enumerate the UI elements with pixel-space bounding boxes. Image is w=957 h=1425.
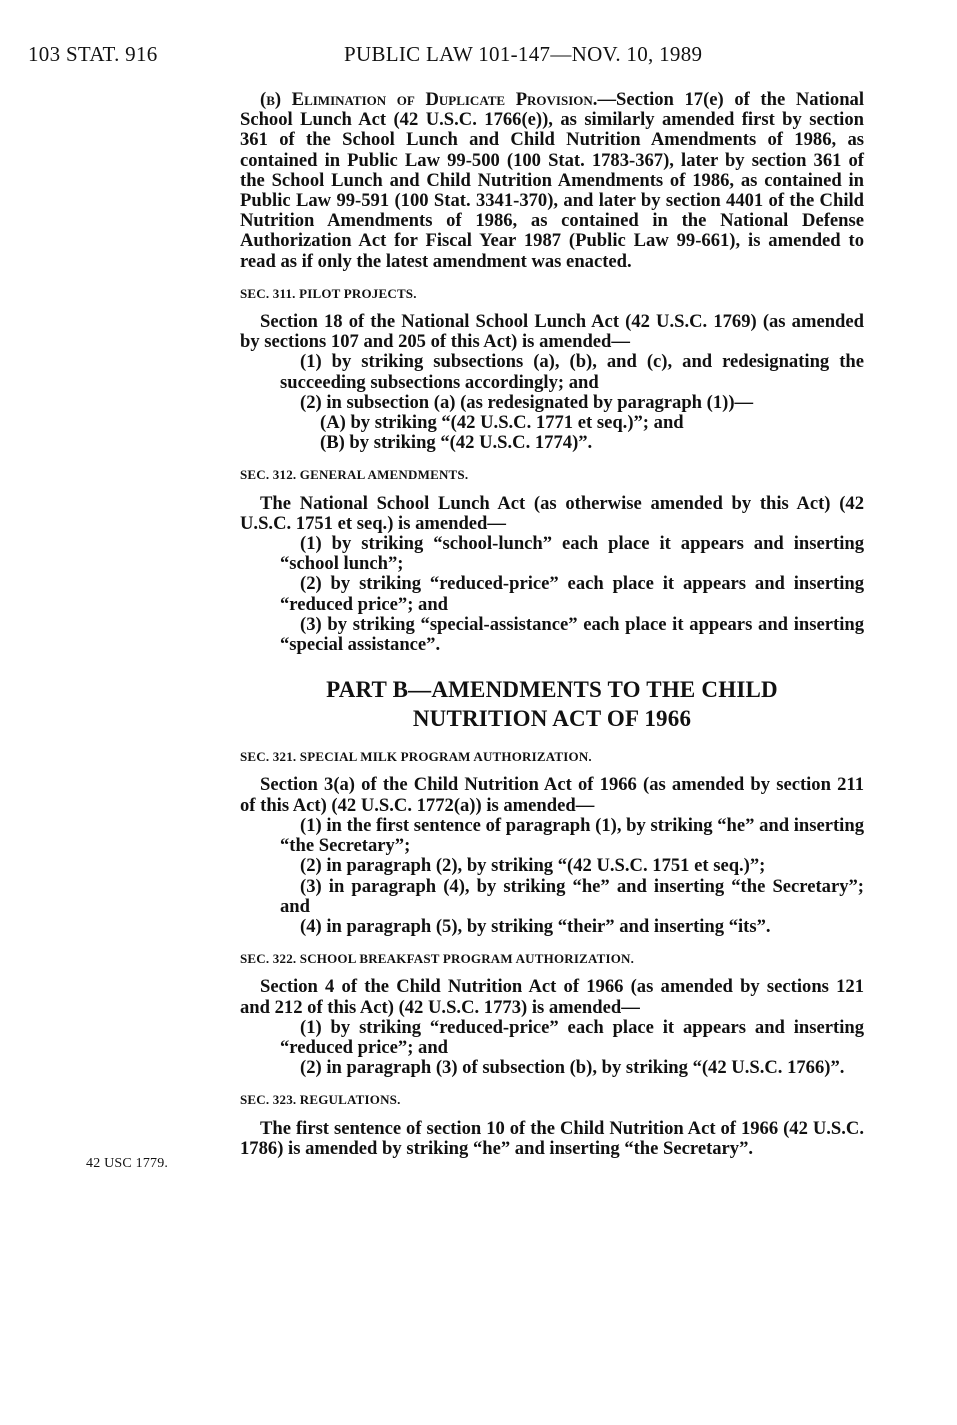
part-b-heading-line-2: NUTRITION ACT OF 1966: [412, 706, 692, 732]
sec-321-item-4: (4) in paragraph (5), by striking “their” and inserting “its”.: [300, 915, 771, 937]
sec-321-item-2: (2) in paragraph (2), by striking “(42 U.S.C. 1751 et seq.)”;: [300, 855, 766, 877]
sec-321-item-1: (1) in the first sentence of paragraph (1), by striking “he” and inserting “the Secretary”;: [280, 814, 864, 857]
subsection-b-paragraph: [240, 90, 864, 272]
stat-page-number: 103 STAT. 916: [28, 42, 158, 66]
sec-322-heading: SEC. 322. SCHOOL BREAKFAST PROGRAM AUTHORIZATION.: [240, 951, 635, 967]
sec-321-intro: Section 3(a) of the Child Nutrition Act of 1966 (as amended by section 211 of this Act) (42 U.S.C. 1772(a)) is amended—: [240, 774, 864, 816]
sec-312-intro: The National School Lunch Act (as otherwise amended by this Act) (42 U.S.C. 1751 et seq.) is amended—: [240, 492, 864, 534]
sec-322-item-1: (1) by striking “reduced-price” each place it appears and inserting “reduced price”; and: [280, 1016, 864, 1058]
part-b-heading: [240, 675, 864, 733]
margin-citation: 42 USC 1779.: [86, 1156, 169, 1171]
sec-311-item-1: (1) by striking subsections (a), (b), and (c), and redesignating the succeeding subsections accordingly; and: [280, 351, 864, 393]
subsection-b-heading: (b) Elimination of Duplicate Provision.: [260, 89, 598, 110]
public-law-title: PUBLIC LAW 101-147—NOV. 10, 1989: [344, 42, 703, 66]
sec-311-intro: Section 18 of the National School Lunch Act (42 U.S.C. 1769) (as amended by sections 107 and 205 of this Act) is amended—: [240, 311, 864, 353]
statute-text-column: [240, 90, 864, 1159]
sec-322-intro: Section 4 of the Child Nutrition Act of 1966 (as amended by sections 121 and 212 of this Act) (42 U.S.C. 1773) is amended—: [240, 976, 864, 1018]
sec-312-heading: SEC. 312. GENERAL AMENDMENTS.: [240, 467, 469, 483]
sec-312-item-2: (2) by striking “reduced-price” each place it appears and inserting “reduced price”; and: [280, 573, 864, 615]
sec-312-item-1: (1) by striking “school-lunch” each place it appears and inserting “school lunch”;: [280, 533, 864, 575]
sec-321-heading: SEC. 321. SPECIAL MILK PROGRAM AUTHORIZATION.: [240, 749, 592, 765]
sec-312-item-3: (3) by striking “special-assistance” each place it appears and inserting “special assistance”.: [280, 613, 864, 656]
sec-311-heading: SEC. 311. PILOT PROJECTS.: [240, 285, 417, 301]
sec-311-item-2b: (B) by striking “(42 U.S.C. 1774)”.: [320, 432, 593, 454]
sec-311-item-2: (2) in subsection (a) (as redesignated by paragraph (1))—: [300, 391, 754, 413]
sec-322-item-2: (2) in paragraph (3) of subsection (b), by striking “(42 U.S.C. 1766)”.: [300, 1057, 845, 1079]
running-header: [28, 42, 908, 68]
sec-311-item-2a: (A) by striking “(42 U.S.C. 1771 et seq.)”; and: [320, 412, 684, 434]
sec-323-heading: SEC. 323. REGULATIONS.: [240, 1092, 401, 1108]
subsection-b-text: —Section 17(e) of the National School Lunch Act (42 U.S.C. 1766(e)), as similarly amended first by section 361 of the School Lunch and Child Nutrition Amendments of 1986, as contained in Public Law 99-500 (100 Stat. 1783-367), later by section 361 of the School Lunch and Child Nutrition Amendments of 1986, as contained in Public Law 99-591 (100 Stat. 3341-370), and later by section 4401 of the Child Nutrition Amendments of 1986, as contained in the National Defense Authorization Act for Fiscal Year 1987 (Public Law 99-661), is amended to read as if only the latest amendment was enacted.: [240, 89, 864, 272]
sec-321-item-3: (3) in paragraph (4), by striking “he” and inserting “the Secretary”; and: [280, 875, 864, 917]
part-b-heading-line-1: PART B—AMENDMENTS TO THE CHILD: [326, 677, 778, 703]
sec-323-text: The first sentence of section 10 of the Child Nutrition Act of 1966 (42 U.S.C. 1786) is amended by striking “he” and inserting “the Secretary”.: [240, 1117, 864, 1159]
